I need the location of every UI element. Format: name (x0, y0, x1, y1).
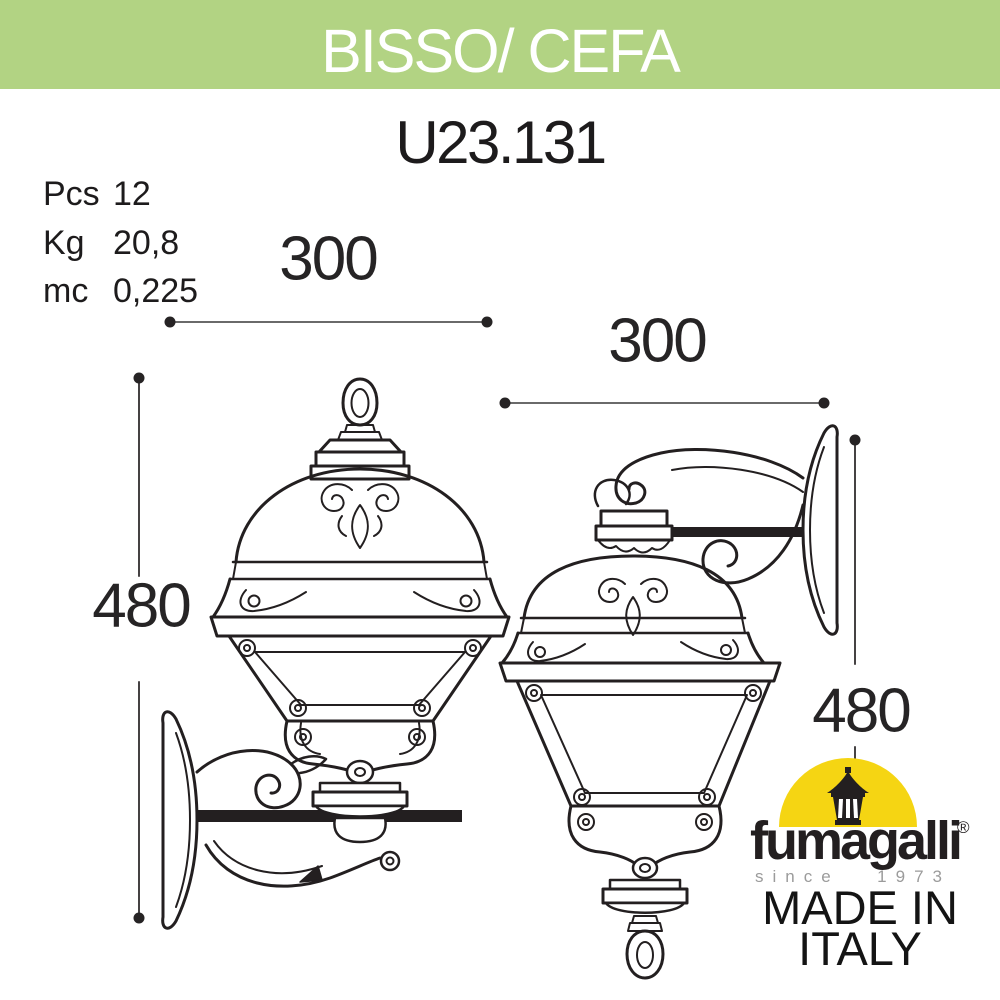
drawing-stroke (574, 789, 590, 805)
made-in-line: MADE IN (762, 881, 958, 934)
drawing-stroke (285, 721, 358, 774)
drawing-stroke (703, 505, 803, 583)
drawing-stroke (681, 640, 738, 659)
drawing-stroke (134, 373, 145, 384)
drawing-stroke (465, 640, 481, 656)
drawing-stroke (626, 597, 640, 635)
spec-value: 20,8 (113, 223, 180, 262)
drawing-stroke (313, 792, 407, 806)
drawing-stroke (696, 814, 712, 830)
drawing-stroke (490, 579, 507, 617)
drawing-stroke (343, 379, 377, 425)
drawing-stroke (827, 771, 869, 793)
product-code: U23.131 (395, 109, 605, 176)
dimension-label-width-down: 300 (608, 306, 706, 376)
drawing-stroke (524, 556, 742, 618)
drawing-stroke (134, 913, 145, 924)
drawing-stroke (704, 794, 710, 800)
drawing-stroke (745, 685, 761, 701)
drawing-stroke (672, 467, 803, 492)
drawing-stroke (414, 590, 480, 611)
drawing-stroke (579, 794, 585, 800)
country-line: ITALY (798, 922, 922, 975)
drawing-stroke (461, 596, 472, 607)
drawing-stroke (831, 793, 865, 797)
drawing-stroke (517, 681, 770, 806)
spec-label: mc (43, 272, 89, 310)
spec-label: Pcs (43, 175, 100, 213)
drawing-stroke (482, 317, 493, 328)
drawing-stroke (633, 858, 657, 878)
drawing-stroke (598, 540, 670, 553)
made-in-text (740, 881, 980, 975)
drawing-stroke (233, 562, 487, 579)
drawing-stroke (300, 723, 419, 754)
drawing-stroke (165, 317, 176, 328)
drawing-stroke (197, 751, 300, 808)
drawing-stroke (632, 916, 658, 923)
drawing-stroke (470, 645, 476, 651)
drawing-stroke (240, 590, 306, 611)
drawing-stroke (352, 505, 368, 548)
drawing-stroke (601, 511, 667, 526)
drawing-stroke (535, 647, 545, 657)
brand-logo (740, 752, 980, 975)
drawing-stroke (569, 806, 638, 866)
drawing-stroke (531, 690, 537, 696)
drawing-stroke (239, 640, 255, 656)
product-family-title: BISSO/ CEFA (321, 17, 679, 85)
spec-value: 12 (113, 175, 151, 213)
drawing-stroke (500, 398, 511, 409)
drawing-stroke (362, 721, 435, 774)
dimension-label-width-up: 300 (279, 224, 377, 294)
drawing-stroke (319, 440, 401, 452)
drawing-stroke (387, 858, 394, 865)
drawing-stroke (578, 814, 594, 830)
drawing-stroke (699, 789, 715, 805)
drawing-stroke (526, 685, 542, 701)
drawing-stroke (541, 695, 747, 793)
drawing-stroke (502, 633, 518, 663)
spec-label: Kg (43, 223, 85, 262)
drawing-stroke (352, 389, 369, 417)
drawing-stroke (748, 633, 764, 663)
dimension-label-height-up: 480 (92, 571, 190, 641)
since-year: 1973 (877, 867, 951, 886)
drawing-stroke (819, 398, 830, 409)
drawing-stroke (213, 579, 230, 617)
drawing-stroke (721, 645, 731, 655)
drawing-stroke (637, 942, 653, 968)
drawing-stroke (652, 806, 721, 866)
drawing-stroke (295, 705, 301, 711)
drawing-stroke (603, 889, 687, 903)
drawing-stroke (244, 645, 250, 651)
drawing-stroke (255, 652, 465, 705)
drawing-stroke (334, 818, 385, 842)
drawing-stroke (583, 819, 589, 825)
drawing-stroke (211, 617, 509, 636)
drawing-stroke (368, 484, 398, 511)
brand-wordmark: fumagalli (750, 811, 961, 871)
drawing-stroke (599, 579, 625, 602)
drawing-stroke (596, 526, 672, 540)
drawing-stroke (249, 596, 260, 607)
drawing-stroke (214, 841, 322, 873)
drawing-stroke (810, 447, 824, 613)
drawing-stroke (627, 931, 663, 978)
drawing-stroke (339, 516, 382, 536)
drawing-stroke (750, 690, 756, 696)
drawing-stroke (521, 618, 745, 633)
drawing-stroke (322, 484, 352, 511)
drawing-stroke (316, 452, 404, 466)
drawing-stroke (229, 636, 491, 721)
drawing-stroke (381, 852, 399, 870)
drawing-stroke (347, 761, 373, 783)
drawing-stroke (414, 734, 420, 740)
drawing-stroke (176, 733, 190, 907)
drawing-stroke (616, 449, 803, 503)
registered-trademark: ® (957, 818, 970, 837)
spec-value: 0,225 (113, 272, 199, 310)
drawing-stroke (300, 734, 306, 740)
drawing-stroke (419, 705, 425, 711)
drawing-stroke (528, 642, 585, 661)
drawing-stroke (701, 819, 707, 825)
dimension-label-height-down: 480 (812, 676, 910, 746)
since-word: since (755, 867, 840, 886)
drawing-stroke (606, 903, 684, 913)
drawing-stroke (641, 579, 667, 602)
drawing-stroke (206, 845, 380, 886)
drawing-stroke (850, 435, 861, 446)
lantern-up-drawing (163, 379, 509, 928)
drawing-stroke (500, 663, 780, 681)
